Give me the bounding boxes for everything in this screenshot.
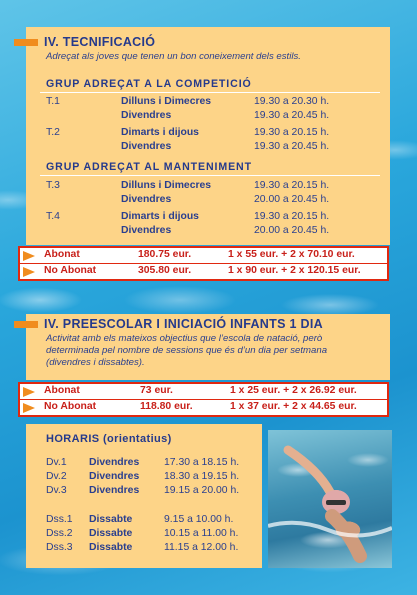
schedule-time: 19.30 a 20.30 h. [254, 96, 330, 107]
swimmer-photo [268, 430, 392, 568]
schedule-day: Divendres [121, 110, 172, 121]
horari-day: Dissabte [89, 528, 133, 539]
schedule-day: Divendres [121, 141, 172, 152]
horari-day: Divendres [89, 485, 140, 496]
schedule-day: Dilluns i Dimecres [121, 96, 212, 107]
price-table-tecnificacio [18, 246, 389, 281]
horari-day: Divendres [89, 471, 140, 482]
section-marker-bar [14, 39, 38, 46]
price-plan: 1 x 55 eur. + 2 x 70.10 eur. [228, 249, 355, 260]
price-row [20, 399, 387, 415]
swimmer-illustration [268, 430, 392, 568]
arrow-icon [23, 403, 35, 413]
schedule-time: 20.00 a 20.45 h. [254, 225, 330, 236]
horari-day: Dissabte [89, 542, 133, 553]
group-title-manteniment: GRUP ADREÇAT AL MANTENIMENT [46, 161, 252, 173]
schedule-day: Divendres [121, 225, 172, 236]
horari-time: 18.30 a 19.15 h. [164, 471, 240, 482]
price-row [20, 263, 387, 279]
divider [40, 92, 380, 93]
schedule-code: T.1 [46, 96, 60, 107]
schedule-day: Dimarts i dijous [121, 211, 199, 222]
price-row [20, 384, 387, 399]
horari-time: 9.15 a 10.00 h. [164, 514, 234, 525]
schedule-time: 19.30 a 20.15 h. [254, 180, 330, 191]
schedule-day: Dimarts i dijous [121, 127, 199, 138]
horari-time: 10.15 a 11.00 h. [164, 528, 239, 539]
horari-day: Dissabte [89, 514, 133, 525]
price-row [20, 248, 387, 263]
horari-time: 19.15 a 20.00 h. [164, 485, 240, 496]
horari-code: Dv.3 [46, 485, 67, 496]
horari-code: Dss.2 [46, 528, 73, 539]
schedule-code: T.3 [46, 180, 60, 191]
group-title-competicio: GRUP ADREÇAT A LA COMPETICIÓ [46, 78, 252, 90]
schedule-time: 19.30 a 20.15 h. [254, 211, 330, 222]
horari-code: Dss.1 [46, 514, 73, 525]
price-plan: 1 x 37 eur. + 2 x 44.65 eur. [230, 401, 357, 412]
section-description: Activitat amb els mateixos objectius que l’escola de natació, però determinada pel nombre de sessions que és d’un dia per setmana (divendres i dissabtes). [46, 333, 328, 368]
schedule-day: Dilluns i Dimecres [121, 180, 212, 191]
section-title-tecnificacio: IV. TECNIFICACIÓ [44, 35, 156, 49]
arrow-icon [23, 387, 35, 397]
price-table-preescolar [18, 382, 389, 417]
price-plan: 1 x 90 eur. + 2 x 120.15 eur. [228, 265, 361, 276]
arrow-icon [23, 251, 35, 261]
section-description: Adreçat als joves que tenen un bon coneixement dels estils. [46, 51, 301, 62]
price-total: 118.80 eur. [140, 401, 193, 412]
price-total: 180.75 eur. [138, 249, 192, 260]
horari-code: Dv.1 [46, 457, 67, 468]
schedule-time: 20.00 a 20.45 h. [254, 194, 330, 205]
schedule-time: 19.30 a 20.45 h. [254, 141, 330, 152]
price-total: 73 eur. [140, 385, 173, 396]
horari-code: Dv.2 [46, 471, 67, 482]
price-label: Abonat [44, 385, 80, 396]
price-label: No Abonat [44, 401, 97, 412]
divider [40, 175, 380, 176]
section-title-preescolar: IV. PREESCOLAR I INICIACIÓ INFANTS 1 DIA [44, 317, 323, 331]
schedule-day: Divendres [121, 194, 172, 205]
arrow-icon [23, 267, 35, 277]
price-plan: 1 x 25 eur. + 2 x 26.92 eur. [230, 385, 357, 396]
schedule-time: 19.30 a 20.45 h. [254, 110, 330, 121]
horaris-title: HORARIS (orientatius) [46, 433, 172, 445]
schedule-time: 19.30 a 20.15 h. [254, 127, 330, 138]
horari-code: Dss.3 [46, 542, 73, 553]
price-label: No Abonat [44, 265, 97, 276]
horari-time: 17.30 a 18.15 h. [164, 457, 240, 468]
schedule-code: T.2 [46, 127, 60, 138]
section-marker-bar [14, 321, 38, 328]
horari-time: 11.15 a 12.00 h. [164, 542, 239, 553]
horari-day: Divendres [89, 457, 140, 468]
price-total: 305.80 eur. [138, 265, 192, 276]
price-label: Abonat [44, 249, 80, 260]
schedule-code: T.4 [46, 211, 60, 222]
